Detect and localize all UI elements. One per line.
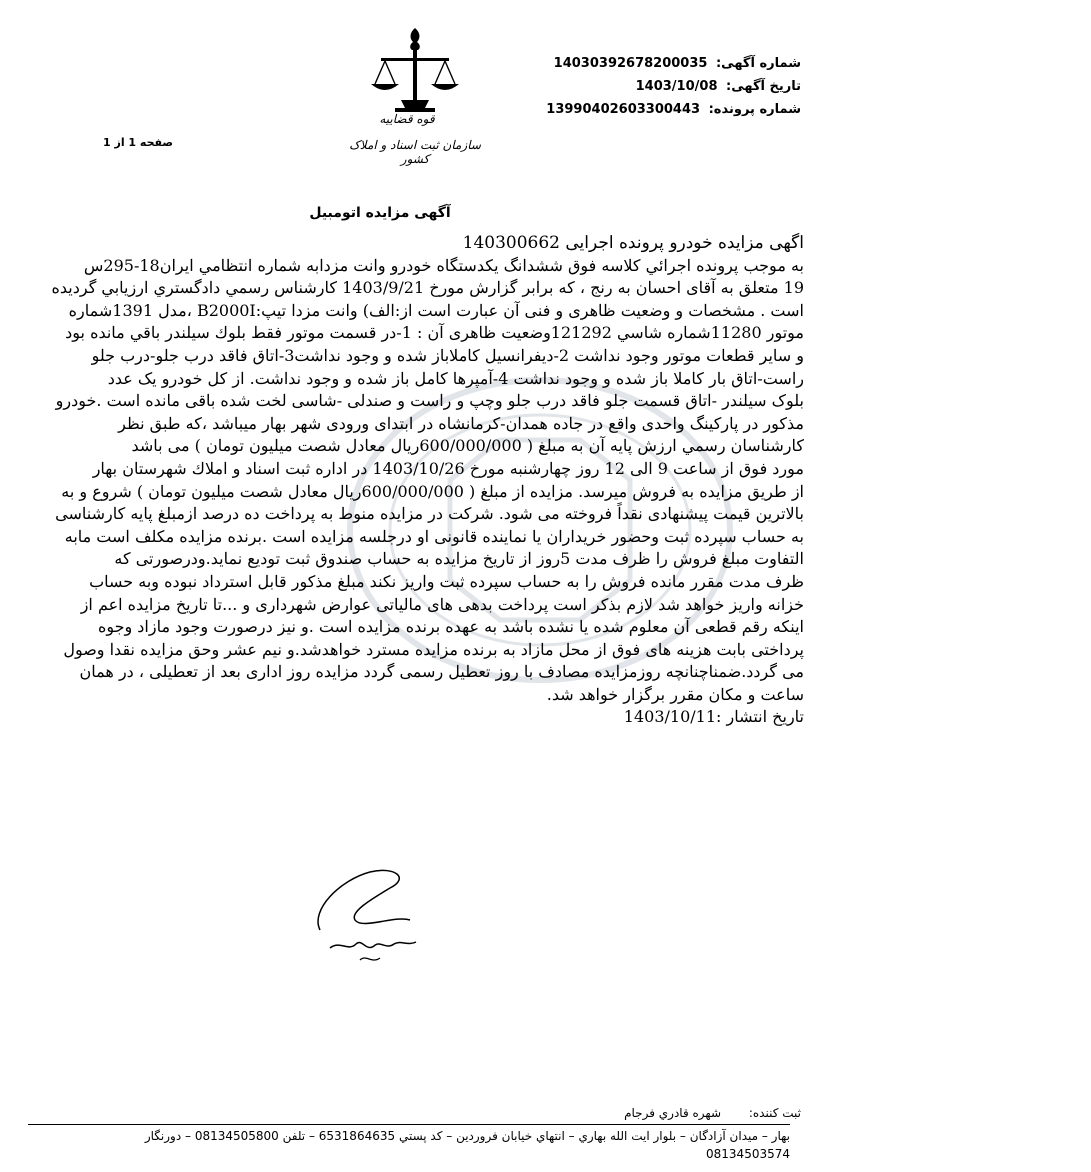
body-line: می گردد.ضمناچنانچه روزمزايده مصادف با روز تعطيل رسمی گردد مزايده روز اداری بعد از تعطيلی ، در همان xyxy=(79,662,804,682)
body-line: به موجب پرونده اجرائي كلاسه فوق ششدانگ يكدستگاه خودرو وانت مزدابه شماره انتظامي ايران18-295س xyxy=(83,255,804,275)
body-line: راست-اتاق بار كاملا باز شده و وجود نداشت 4-آمپرها كامل باز شده و وجود نداشت. از كل خودرو يک عدد xyxy=(107,368,804,388)
body-line: از طريق مزايده به فروش ميرسد. مزايده از مبلغ ( 600/000/000ريال معادل شصت ميليون تومان ) شروع و به xyxy=(61,481,804,501)
body-line: خزانه واريز خواهد شد لازم بذكر است پرداخت بدهی های مالياتی عوارض شهرداری و ...تا تاريخ مزايده اعم از xyxy=(80,594,804,614)
case-number-row xyxy=(541,98,801,121)
notice-number: 14030392678200035 xyxy=(553,56,708,71)
notice-number-label: شماره آگهی: xyxy=(715,56,801,71)
body-line: موتور 11280شماره شاسي 121292وضعيت ظاهری آن : 1-در قسمت موتور فقط بلوك سيلندر باقي مانده بود xyxy=(65,323,804,343)
body-line: ساعت و مكان مقرر برگزار خواهد شد. xyxy=(546,684,804,704)
notice-number-row xyxy=(541,52,801,75)
body-line: و ساير قطعات موتور وجود نداشت 2-ديفرانسيل كاملاباز شده و وجود نداشت3-اتاق فاقد درب جلو-درب جلو xyxy=(91,345,804,365)
registrar-name: شهره قادري فرجام xyxy=(624,1106,722,1120)
address-line: بهار – میدان آزادگان – بلوار ایت الله بهاري – انتهاي خیابان فروردین – کد پستي 6531864635 – تلفن 08134505800 – دورنگار xyxy=(144,1129,790,1143)
body-line: ظرف مدت مقرر مانده فروش را به حساب سپرده ثبت واريز نكند مبلغ مذكور قابل استرداد نبوده وبه حساب xyxy=(89,571,804,591)
body-line: اگهی مزایده خودرو پرونده اجرایی 140300662 xyxy=(462,233,804,253)
body-line: بالاترين قيمت پيشنهادی نقداً فروخته می شود. شركت در مزايده منوط به پرداخت ده درصد ازمبلغ پايه كارشناسی xyxy=(55,504,804,524)
publication-date: تاريخ انتشار :1403/10/11 xyxy=(623,707,804,727)
notice-body xyxy=(14,232,804,729)
body-line: به حساب سپرده ثبت وحضور خريداران يا نماينده قانونی او درجلسه مزايده است .برنده مزايده مكلف است مابه xyxy=(64,526,804,546)
emblem-caption-registration-org: سازمان ثبت اسناد و املاک کشور xyxy=(349,138,481,166)
body-line: التفاوت مبلغ فروش را ظرف مدت 5روز از تاريخ مزايده به حساب صندوق ثبت توديع نمايد.ودرصورتی كه xyxy=(114,549,804,569)
body-line: پرداختی بابت هزينه های فوق از محل مازاد به برنده مزايده مسترد خواهدشد.و نيم عشر وحق مزايده نقدا وصول xyxy=(63,639,804,659)
page-indicator: صفحه 1 از 1 xyxy=(103,136,174,149)
notice-meta xyxy=(541,52,801,121)
body-line: 19 متعلق به آقای احسان به رنج ، كه برابر گزارش مورخ 1403/9/21 كارشناس رسمي دادگستري ارزيابي گرديده xyxy=(51,278,804,298)
document-title: آگهی مزایده اتومبیل xyxy=(309,205,451,221)
footer-divider xyxy=(28,1124,790,1125)
notice-date-label: تاریخ آگهی: xyxy=(726,79,801,94)
notice-date: 1403/10/08 xyxy=(635,79,718,94)
body-line: كارشناسان رسمي ارزش پايه آن به مبلغ ( 600/000/000ريال معادل شصت ميليون تومان ) می باشد xyxy=(131,436,804,456)
registrar-label: ثبت کننده: xyxy=(748,1106,801,1120)
notice-date-row xyxy=(541,75,801,98)
body-line: بلوک سيلندر -اتاق قسمت جلو فاقد درب جلو وچپ و راست و صندلی -شاسی لخت شده باقی مانده است .خودرو xyxy=(55,391,804,411)
body-line: مورد فوق از ساعت 9 الی 12 روز چهارشنبه مورخ 1403/10/26 در اداره ثبت اسناد و املاك شهرستان بهار xyxy=(92,458,804,478)
registrar-line xyxy=(624,1106,801,1120)
handwritten-signature xyxy=(300,860,440,970)
emblem-caption-judiciary: قوه قضاییه xyxy=(379,112,435,126)
case-number: 13990402603300443 xyxy=(546,102,701,117)
footer-address xyxy=(100,1127,790,1163)
body-line: مذكور در پاركينگ واحدی واقع در جاده همدان-كرمانشاه در ابتدای ورودی شهر بهار ميباشد ،كه طبق نظر xyxy=(118,413,804,433)
fax-number: 08134503574 xyxy=(706,1147,790,1161)
body-line: است . مشخصات و وضعيت ظاهری و فنی آن عبارت است از:الف) وانت مزدا تيپ:B2000I ،مدل 1391شماره xyxy=(68,300,804,320)
case-number-label: شماره پرونده: xyxy=(708,102,801,117)
body-line: اينكه رقم قطعی آن معلوم شده يا نشده باشد به عهده برنده مزايده است .و نيز درصورت وجود مازاد وجوه xyxy=(97,617,804,637)
